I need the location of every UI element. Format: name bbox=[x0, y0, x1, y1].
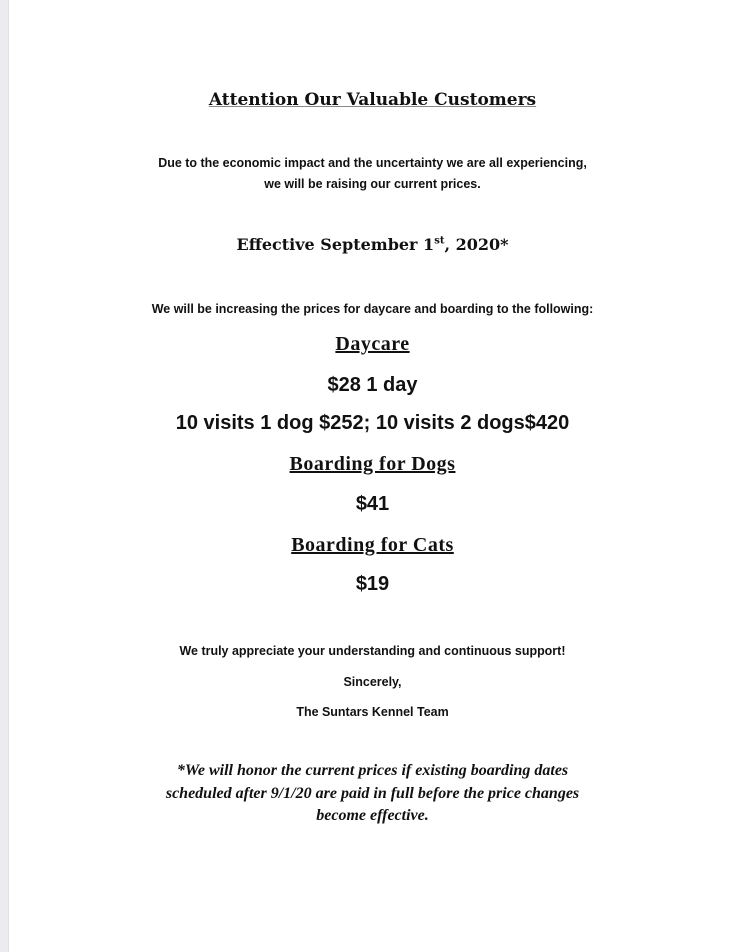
increase-text: We will be increasing the prices for daycare and boarding to the following: bbox=[151, 301, 594, 316]
effective-prefix: Effective September 1 bbox=[236, 235, 435, 254]
boarding-cats-price: $19 bbox=[355, 573, 390, 595]
daycare-heading: Daycare bbox=[335, 333, 410, 355]
footnote-line-1: *We will honor the current prices if existing boarding dates bbox=[176, 762, 569, 779]
boarding-cats-heading: Boarding for Cats bbox=[291, 534, 454, 556]
intro-line-1: Due to the economic impact and the uncertainty we are all experiencing, bbox=[158, 155, 587, 170]
signature-text: The Suntars Kennel Team bbox=[296, 704, 449, 719]
thanks-text: We truly appreciate your understanding and continuous support! bbox=[179, 643, 566, 658]
footnote-line-2: scheduled after 9/1/20 are paid in full before the price changes bbox=[165, 785, 580, 802]
effective-date bbox=[0, 235, 745, 254]
sincerely-text: Sincerely, bbox=[343, 674, 402, 689]
effective-suffix: , 2020* bbox=[444, 235, 509, 254]
effective-sup: st bbox=[434, 235, 445, 247]
daycare-packages: 10 visits 1 dog $252; 10 visits 2 dogs$420 bbox=[175, 412, 570, 434]
daycare-price-day: $28 1 day bbox=[327, 374, 418, 396]
page-title: Attention Our Valuable Customers bbox=[208, 90, 537, 110]
footnote-line-3: become effective. bbox=[316, 807, 429, 824]
boarding-dogs-price: $41 bbox=[355, 493, 390, 515]
intro-line-2: we will be raising our current prices. bbox=[264, 176, 481, 191]
boarding-dogs-heading: Boarding for Dogs bbox=[289, 453, 456, 475]
